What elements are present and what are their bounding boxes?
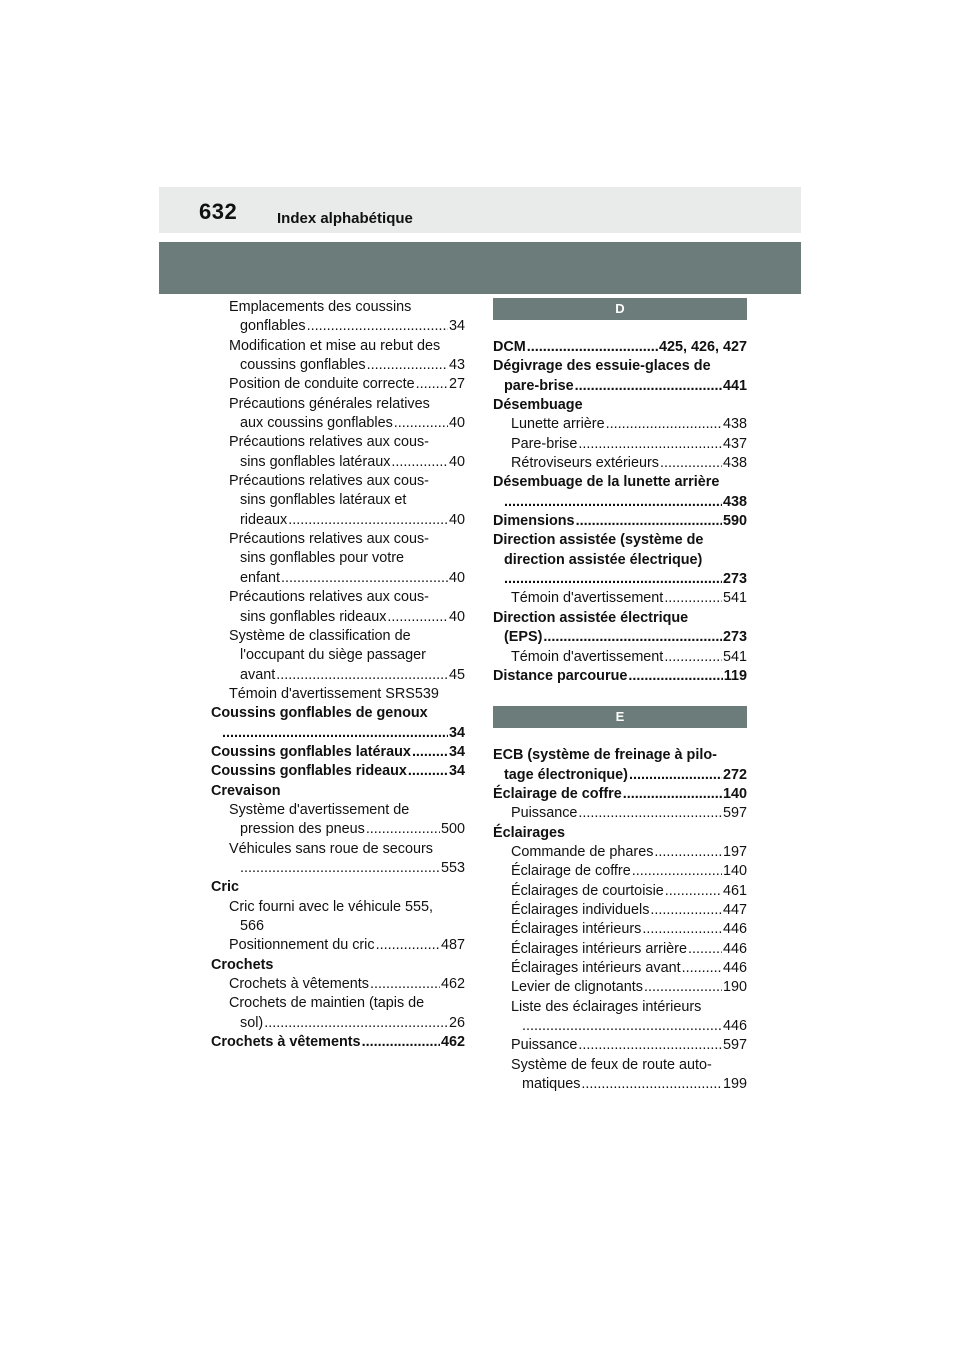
index-entry[interactable]: Éclairages intérieurs avant ..... 446 — [493, 959, 747, 978]
index-entry[interactable]: Puissance ..... 597 — [493, 804, 747, 823]
index-entry[interactable]: Puissance ..... 597 — [493, 1036, 747, 1055]
index-entry[interactable]: Système de classification de l'occupant du siège passager avant ..... 45 — [211, 627, 465, 685]
index-entry[interactable]: Témoin d'avertissement ..... 541 — [493, 648, 747, 667]
page-ref: 34 — [448, 763, 465, 780]
page-ref: 446 — [722, 921, 747, 938]
page-ref: 40 — [448, 453, 465, 470]
index-entry[interactable]: Distance parcourue ..... 119 — [493, 667, 747, 686]
page-ref: 462 — [440, 976, 465, 993]
header-band — [159, 242, 801, 294]
page-ref: 34 — [448, 743, 465, 760]
page-title: Index alphabétique — [277, 210, 413, 227]
index-heading: Crochets — [211, 956, 274, 973]
index-entry[interactable]: Dimensions ..... 590 — [493, 512, 747, 531]
section-header-d: D — [493, 298, 747, 320]
page-ref: 40 — [448, 608, 465, 625]
page-ref: 500 — [440, 821, 465, 838]
page-ref: 438 — [722, 416, 747, 433]
page-ref: 590 — [722, 513, 747, 530]
index-heading: Éclairages — [493, 824, 566, 841]
index-entry[interactable]: Rétroviseurs extérieurs ..... 438 — [493, 454, 747, 473]
page-ref: 425, 426, 427 — [658, 339, 747, 355]
section-header-e: E — [493, 706, 747, 728]
index-entry[interactable]: Précautions relatives aux cous- sins gonflables pour votre enfant ..... 40 — [211, 530, 465, 588]
index-entry[interactable]: Témoin d'avertissement ..... 541 — [493, 589, 747, 608]
page-header-bar — [159, 187, 801, 233]
index-entry[interactable]: Précautions relatives aux cous- sins gonflables latéraux et rideaux ..... 40 — [211, 472, 465, 530]
page-ref: 438 — [722, 493, 747, 510]
index-entry[interactable]: Système de feux de route auto- matiques ..... 199 — [493, 1056, 747, 1095]
index-entry[interactable]: Désembuage de la lunette arrière ..... 438 — [493, 473, 747, 512]
page-ref: 40 — [448, 415, 465, 432]
page-ref: 541 — [722, 648, 747, 665]
index-entry[interactable]: Éclairages intérieurs ..... 446 — [493, 920, 747, 939]
index-entry[interactable]: Direction assistée électrique (EPS) ..... 273 — [493, 609, 747, 648]
page-ref: 34 — [448, 724, 465, 741]
page-ref: 438 — [722, 455, 747, 472]
page-ref: 27 — [448, 376, 465, 393]
page-ref: 441 — [722, 377, 747, 394]
index-entry[interactable]: Crochets de maintien (tapis de sol) ..... 26 — [211, 994, 465, 1033]
page-ref: 539 — [414, 685, 439, 702]
page-ref: 272 — [722, 766, 747, 783]
index-entry[interactable]: Éclairages intérieurs arrière ..... 446 — [493, 940, 747, 959]
index-column-left — [211, 298, 465, 1052]
page-ref: 597 — [722, 805, 747, 822]
page-ref: 197 — [722, 843, 747, 860]
page-ref: 597 — [722, 1037, 747, 1054]
index-entry[interactable]: Coussins gonflables de genoux ..... 34 — [211, 704, 465, 743]
index-entry[interactable]: Précautions relatives aux cous- sins gonflables rideaux ..... 40 — [211, 588, 465, 627]
index-entry[interactable]: Lunette arrière ..... 438 — [493, 415, 747, 434]
page-ref: 437 — [722, 435, 747, 452]
index-entry[interactable]: DCM ..... 425, 426, 427 — [493, 338, 747, 357]
page-ref: 541 — [722, 590, 747, 607]
page-ref: 446 — [722, 959, 747, 976]
index-entry[interactable]: Dégivrage des essuie-glaces de pare-brise ..... 441 — [493, 357, 747, 396]
index-entry[interactable]: Précautions relatives aux cous- sins gonflables latéraux ..... 40 — [211, 433, 465, 472]
page-number: 632 — [199, 199, 238, 224]
page-ref: 190 — [722, 979, 747, 996]
index-entry[interactable]: Crochets à vêtements ..... 462 — [211, 1033, 465, 1052]
index-entry[interactable]: Éclairages individuels ..... 447 — [493, 901, 747, 920]
page-ref: 461 — [722, 882, 747, 899]
index-entry[interactable]: Éclairage de coffre ..... 140 — [493, 785, 747, 804]
page-ref: 447 — [722, 901, 747, 918]
index-column-right — [493, 298, 747, 1094]
index-entry[interactable]: Éclairages de courtoisie ..... 461 — [493, 882, 747, 901]
index-entry[interactable]: Commande de phares ..... 197 — [493, 843, 747, 862]
index-entry[interactable]: Pare-brise ..... 437 — [493, 435, 747, 454]
page-ref: 40 — [448, 569, 465, 586]
page-ref: 140 — [722, 785, 747, 802]
index-entry[interactable]: Précautions générales relatives aux coussins gonflables ..... 40 — [211, 395, 465, 434]
page-ref: 273 — [722, 629, 747, 646]
page-ref: 553 — [440, 859, 465, 876]
page-ref: 45 — [448, 666, 465, 683]
index-entry[interactable]: Modification et mise au rebut des coussins gonflables ..... 43 — [211, 337, 465, 376]
index-entry[interactable]: Système d'avertissement de pression des pneus ..... 500 — [211, 801, 465, 840]
index-entry[interactable]: Positionnement du cric ..... 487 — [211, 936, 465, 955]
page-ref: 140 — [722, 863, 747, 880]
page-ref: 487 — [440, 937, 465, 954]
index-entry[interactable]: Position de conduite correcte ..... 27 — [211, 375, 465, 394]
page-ref: 462 — [440, 1034, 465, 1051]
page-ref: 26 — [448, 1014, 465, 1031]
page-ref: 446 — [722, 1018, 747, 1034]
page-ref: 40 — [448, 511, 465, 528]
page-ref: 34 — [448, 318, 465, 335]
index-entry[interactable]: Coussins gonflables rideaux ..... 34 — [211, 762, 465, 781]
page-ref: 446 — [722, 940, 747, 957]
page-ref: 273 — [722, 571, 747, 588]
index-entry[interactable]: Liste des éclairages intérieurs ..... 446 — [493, 998, 747, 1037]
index-entry[interactable]: Cric fourni avec le véhicule 555, 566 — [229, 898, 433, 934]
index-heading: Désembuage — [493, 397, 583, 414]
page-ref: 119 — [723, 667, 747, 684]
page-ref: 43 — [448, 357, 465, 374]
index-heading: Cric — [211, 879, 239, 896]
index-entry[interactable]: Direction assistée (système de direction assistée électrique) ..... 273 — [493, 531, 747, 589]
index-entry[interactable]: Éclairage de coffre ..... 140 — [493, 862, 747, 881]
index-entry[interactable]: ECB (système de freinage à pilo- tage électronique) ..... 272 — [493, 746, 747, 785]
index-entry[interactable]: Témoin d'avertissement SRS 539 — [211, 685, 465, 704]
index-entry[interactable]: Véhicules sans roue de secours ..... 553 — [211, 840, 465, 879]
index-entry[interactable]: Levier de clignotants ..... 190 — [493, 978, 747, 997]
page-ref: 199 — [722, 1076, 747, 1093]
index-heading: Crevaison — [211, 782, 281, 799]
index-entry[interactable]: Emplacements des coussins gonflables ..... 34 — [211, 298, 465, 337]
index-entry[interactable]: Crochets à vêtements ..... 462 — [211, 975, 465, 994]
index-entry[interactable]: Coussins gonflables latéraux ..... 34 — [211, 743, 465, 762]
